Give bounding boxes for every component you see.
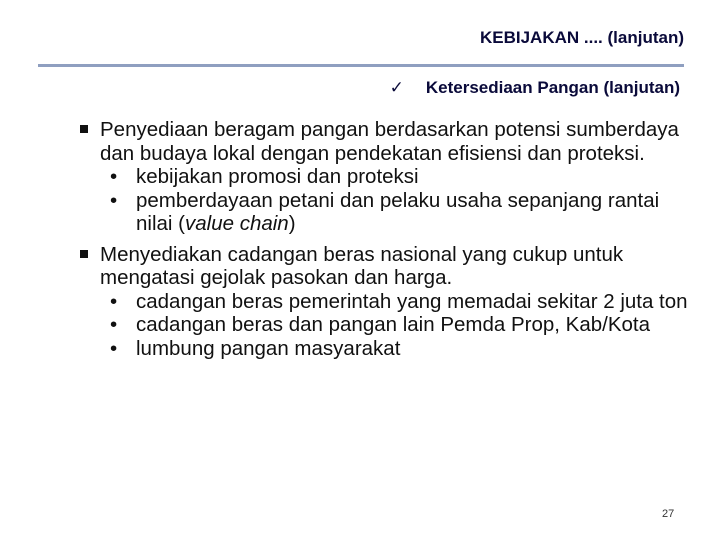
dot-bullet-icon: •: [110, 313, 118, 336]
dot-bullet-icon: •: [110, 188, 118, 212]
checkmark-icon: ✓: [389, 78, 404, 97]
bullet-text: Penyediaan beragam pangan berdasarkan potensi sumberdaya dan budaya lokal dengan pendekatan efisiensi dan proteksi.: [100, 118, 679, 165]
sub-bullet-item: [100, 189, 698, 236]
bullet-list: [78, 118, 698, 367]
bullet-item-2: [78, 243, 698, 361]
sub-bullet-item: [100, 337, 698, 361]
title-divider: [38, 64, 684, 67]
slide-subtitle: Ketersediaan Pangan (lanjutan): [425, 78, 680, 97]
dot-bullet-icon: •: [110, 289, 118, 313]
sub-bullet-text: cadangan beras pemerintah yang memadai sekitar 2 juta ton: [136, 289, 688, 313]
sub-bullet-item: [100, 313, 698, 337]
sub-bullet-text: cadangan beras dan pangan lain Pemda Prop, Kab/Kota: [136, 313, 651, 336]
sub-bullet-item: [100, 290, 698, 314]
sub-bullet-text: lumbung pangan masyarakat: [136, 336, 401, 360]
square-bullet-icon: [80, 250, 88, 258]
slide-subtitle-row: [390, 78, 680, 98]
sub-bullet-item: [100, 165, 698, 189]
sub-bullet-italic-text: value chain: [185, 212, 289, 235]
dot-bullet-icon: •: [110, 336, 118, 360]
sub-bullet-text: kebijakan promosi dan proteksi: [136, 165, 419, 188]
sub-bullet-text-end: ): [288, 212, 296, 235]
dot-bullet-icon: •: [110, 165, 118, 188]
square-bullet-icon: [80, 125, 88, 133]
bullet-text: Menyediakan cadangan beras nasional yang cukup untuk mengatasi gejolak pasokan dan harga.: [100, 242, 624, 289]
slide-title: KEBIJAKAN .... (lanjutan): [479, 28, 684, 47]
page-number: 27: [662, 508, 675, 520]
sub-bullet-text: pemberdayaan petani dan pelaku usaha sepanjang rantai nilai (: [136, 188, 660, 235]
bullet-item-1: [78, 118, 698, 236]
